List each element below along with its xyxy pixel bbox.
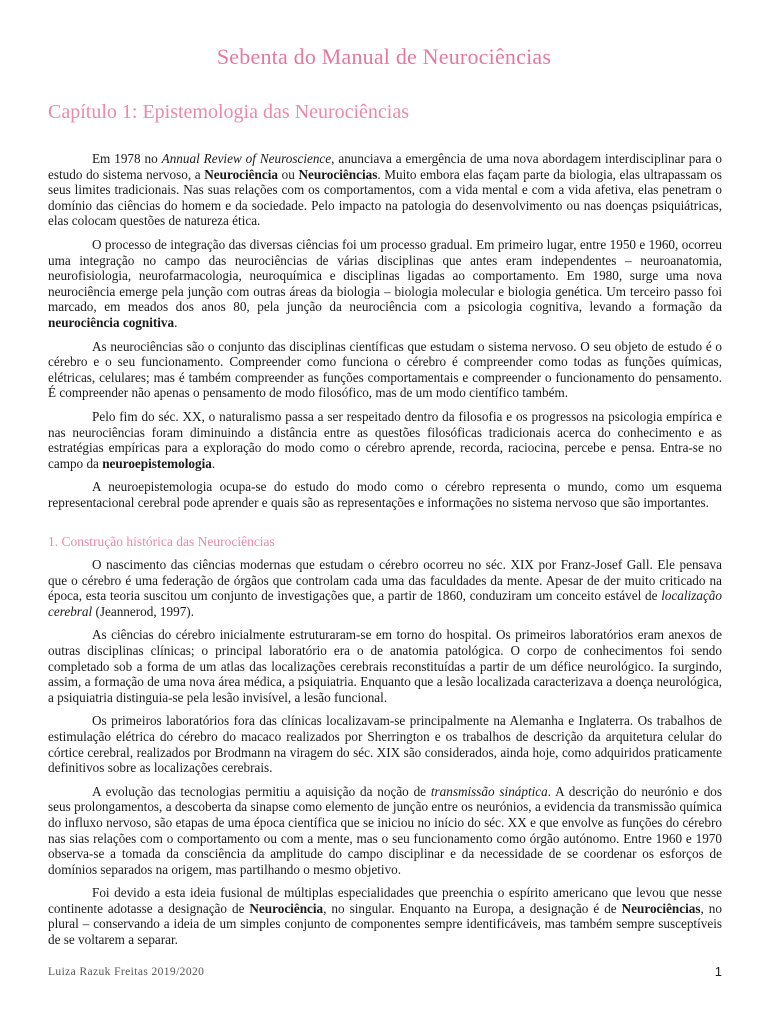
paragraph: As neurociências são o conjunto das disciplinas científicas que estudam o sistema nervoso. O seu objeto de estudo é o cérebro e o seu funcionamento. Compreender como funciona o cérebro é compreender como todas as funções químicas, elétricas, celulares; mas é também compreender as funções comportamentais e compreender o funcionamento do pensamento. É compreender não apenas o pensamento de modo filosófico, mas de um modo científico também. xyxy=(48,338,722,401)
footer-author: Luiza Razuk Freitas 2019/2020 xyxy=(48,966,205,978)
paragraph: Os primeiros laboratórios fora das clínicas localizavam-se principalmente na Alemanha e Inglaterra. Os trabalhos de estimulação elétrica do cérebro do macaco realizados por Sherrington e os trabalhos de descrição da arquitetura celular do córtice cerebral, realizados por Brodmann na viragem do séc. XIX são considerados, ainda hoje, como adquiridos praticamente definitivos sobre as localizações cerebrais. xyxy=(48,713,722,776)
chapter-title: Capítulo 1: Epistemologia das Neurociências xyxy=(48,101,410,123)
paragraph: As ciências do cérebro inicialmente estruturaram-se em torno do hospital. Os primeiros laboratórios eram anexos de outras disciplinas clínicas; o principal laboratório era o de anatomia patológica. O corpo de conhecimentos foi sendo completado sob a forma de um atlas das localizações cerebrais reconstituídas a partir de um défice neurológico. Ia surgindo, assim, a formação de uma nova área médica, a psiquiatria. Enquanto que a lesão localizada caracterizava a doença neurológica, a psiquiatria distinguia-se pela lesão invisível, a lesão funcional. xyxy=(48,627,722,705)
paragraph: A neuroepistemologia ocupa-se do estudo do modo como o cérebro representa o mundo, como um esquema representacional cerebral pode aprender e quais são as representações e informações no sistema nervoso que são importantes. xyxy=(48,479,722,510)
paragraph: Em 1978 no Annual Review of Neuroscience, anunciava a emergência de uma nova abordagem interdisciplinar para o estudo do sistema nervoso, a Neurociência ou Neurociências. Muito embora elas façam parte da biologia, elas ultrapassam os seus limites tradicionais. Nas suas relações com os comportamentos, com a vida mental e com a vida afetiva, elas penetram o domínio das ciências do homem e da sociedade. Pelo impacto na patologia do desenvolvimento ou nas doenças psiquiátricas, elas colocam questões de natureza ética. xyxy=(48,151,723,229)
paragraph: Foi devido a esta ideia fusional de múltiplas especialidades que preenchia o espírito americano que levou que nesse continente adotasse a designação de Neurociência, no singular. Enquanto na Europa, a designação é de Neurociências, no plural – conservando a ideia de um simples conjunto de componentes sempre identificáveis, mas também sempre susceptíveis de se voltarem a separar. xyxy=(48,885,722,948)
section-heading: 1. Construção histórica das Neurociências xyxy=(48,534,275,549)
chapter-intro xyxy=(48,151,722,518)
paragraph: Pelo fim do séc. XX, o naturalismo passa a ser respeitado dentro da filosofia e os progressos na psicologia empírica e nas neurociências foram diminuindo a distância entre as questões filosóficas tradicionais acerca do conhecimento e as estratégias empíricas para a exploração do modo como o cérebro aprende, recorda, raciocina, percebe e pensa. Entra-se no campo da neuroepistemologia. xyxy=(48,408,722,471)
paragraph: A evolução das tecnologias permitiu a aquisição da noção de transmissão sináptica. A descrição do neurónio e dos seus prolongamentos, a descoberta da sinapse como elemento de junção entre os neurónios, a evidencia da transmissão química do influxo nervoso, são etapas de uma época científica que se iniciou no início do séc. XX e que envolve as funções do cérebro nas sias relações com o comportamento ou com a mente, mas o seu funcionamento como órgão autónomo. Entre 1960 e 1970 observa-se a tomada da consciência da amplitude do campo disciplinar e da necessidade de se coordenar os esforços de domínios separados na origem, mas partilhando o mesmo objetivo. xyxy=(48,783,723,877)
page-number: 1 xyxy=(714,964,722,979)
paragraph: O nascimento das ciências modernas que estudam o cérebro ocorreu no séc. XIX por Franz-Josef Gall. Ele pensava que o cérebro é uma federação de órgãos que controlam cada uma das faculdades da mente. Apesar de der muito criticado na época, esta teoria suscitou um conjunto de investigações que, a partir de 1860, conduziram um conceito estável de localização cerebral (Jeannerod, 1997). xyxy=(48,557,722,619)
document-title: Sebenta do Manual de Neurociências xyxy=(216,44,552,69)
section-body xyxy=(48,557,722,956)
paragraph: O processo de integração das diversas ciências foi um processo gradual. Em primeiro lugar, entre 1950 e 1960, ocorreu uma integração no campo das neurociências de várias disciplinas que antes eram independentes – neuroanatomia, neurofisiologia, neurofarmacologia, neuroquímica e disciplinas ligadas ao comportamento. Em 1980, surge uma nova neurociência emerge pela junção com outras áreas da biologia – biologia molecular e biologia genética. Um terceiro passo foi marcado, em meados dos anos 80, pela junção da neurociência com a psicologia cognitiva, levando a formação da neurociência cognitiva. xyxy=(48,236,722,330)
